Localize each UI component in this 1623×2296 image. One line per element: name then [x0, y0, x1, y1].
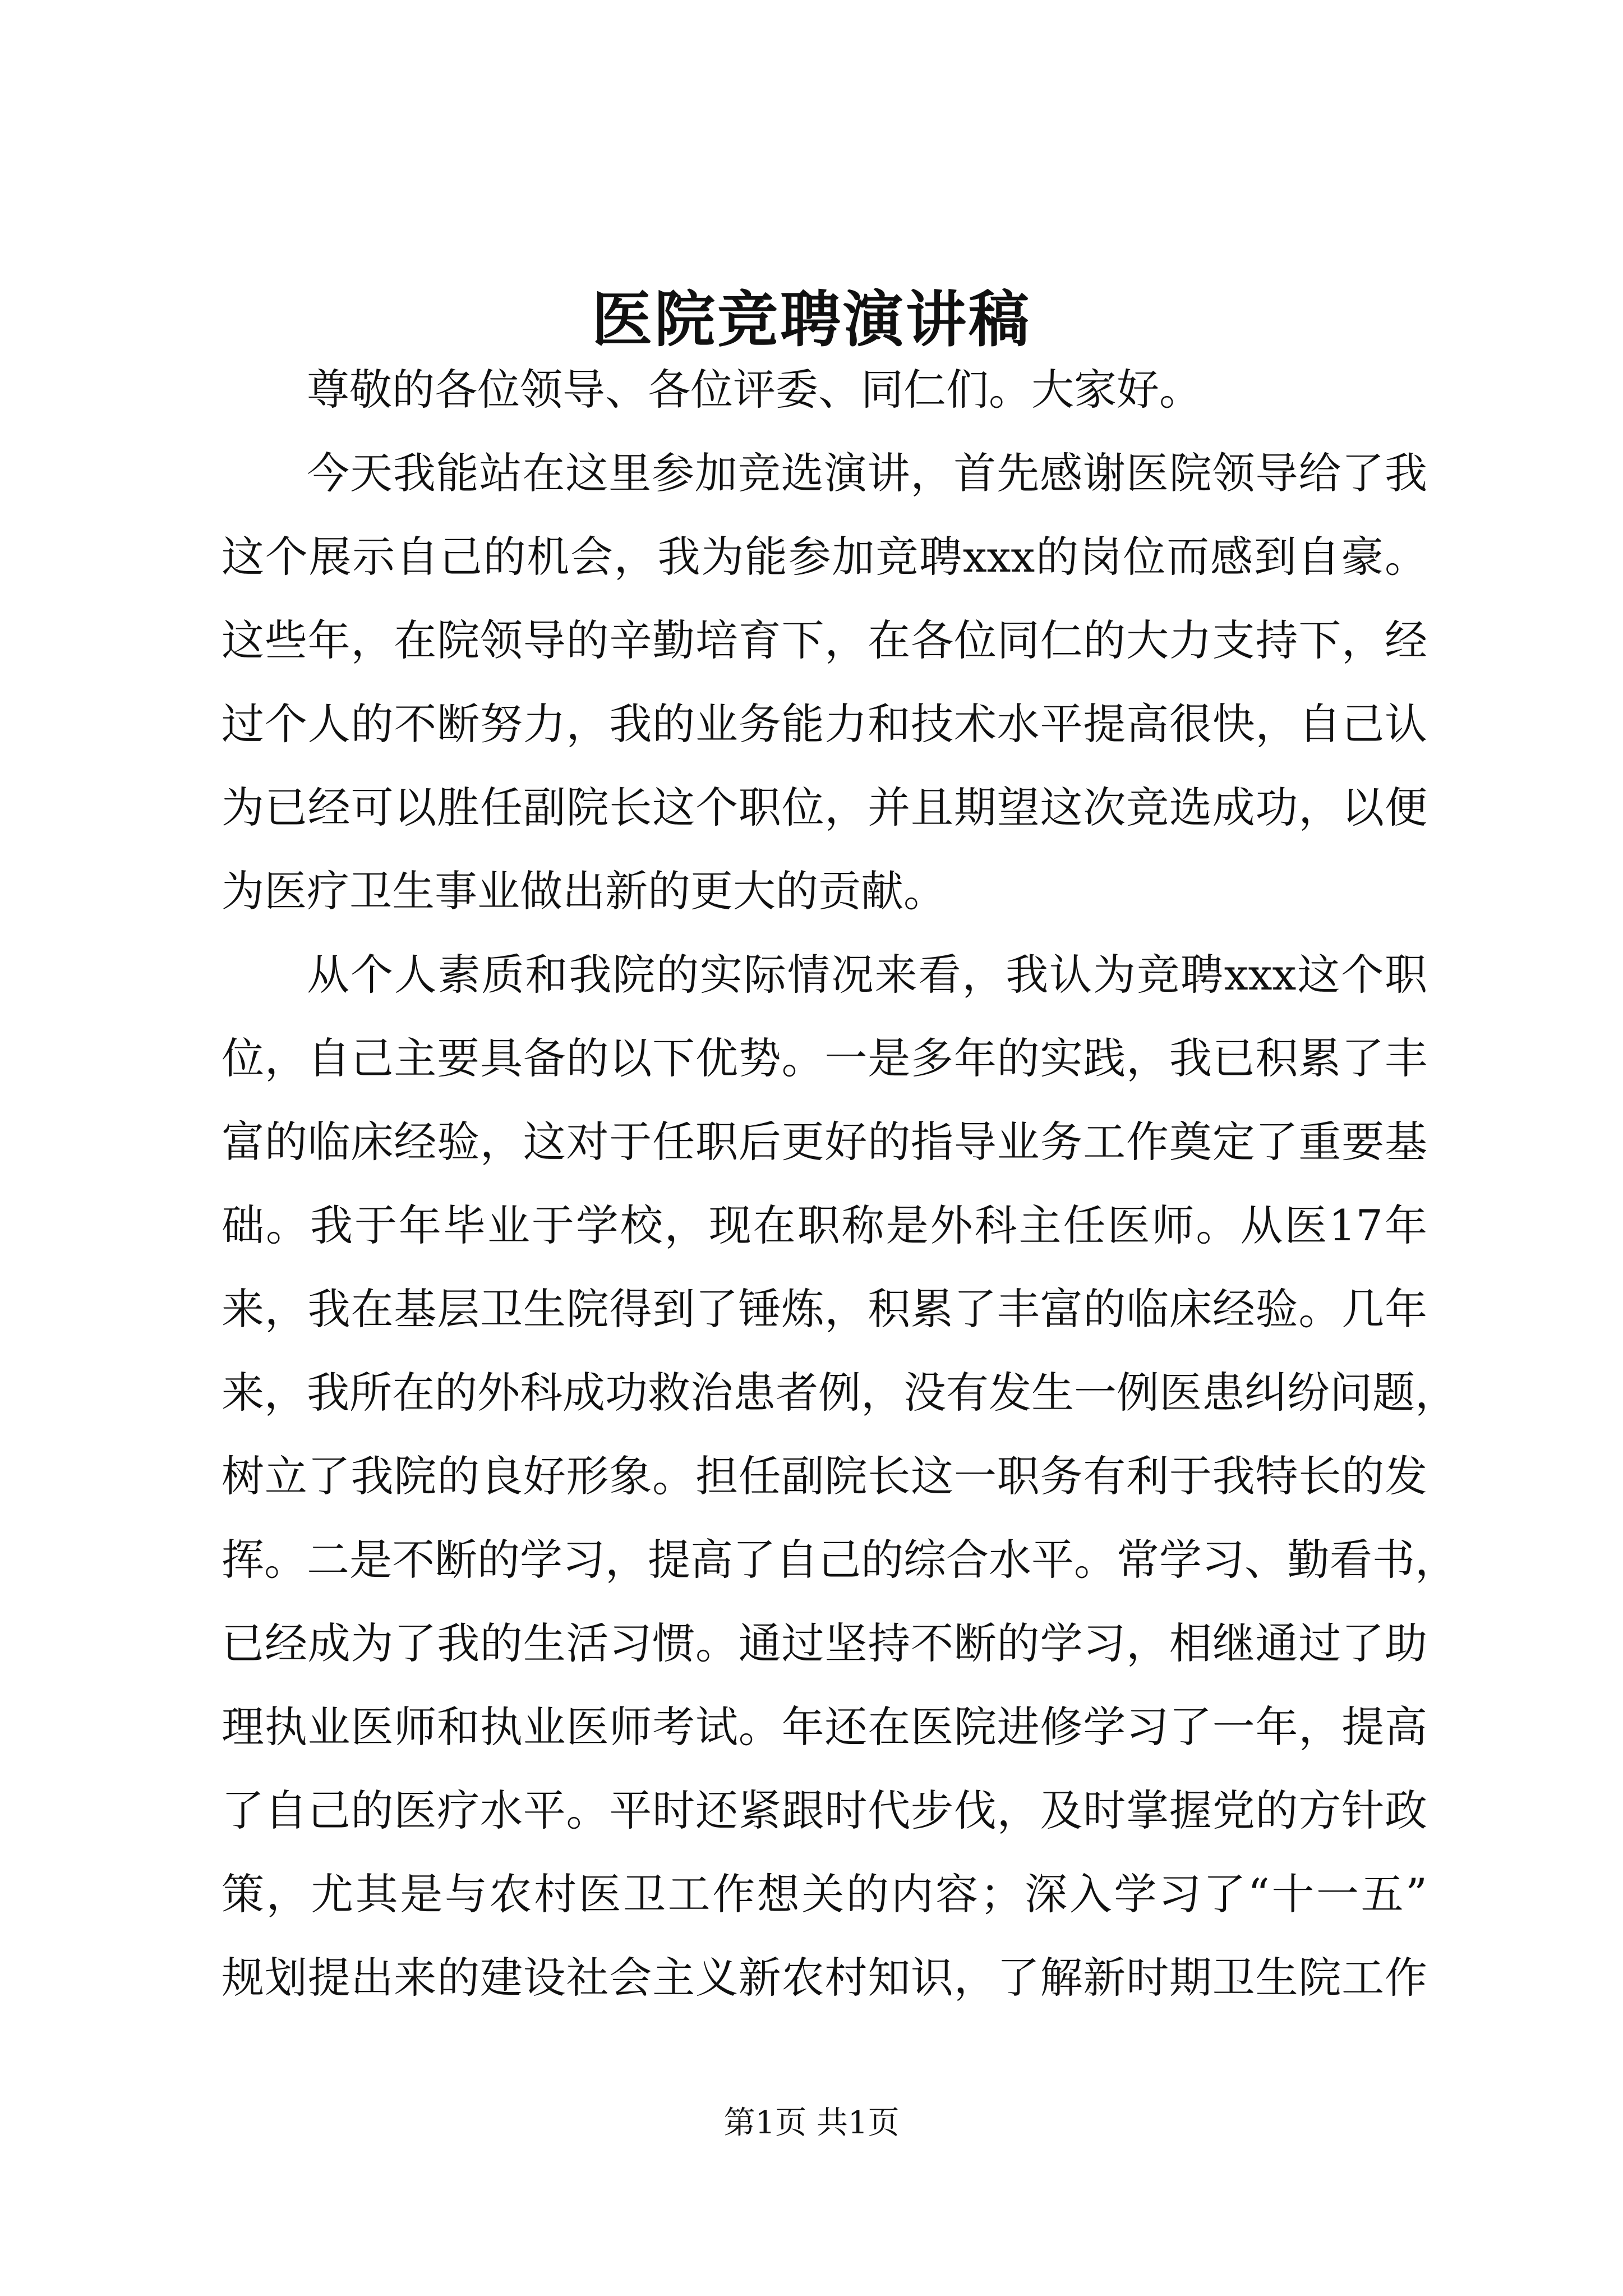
paragraph-2-line: 已经成为了我的生活习惯。通过坚持不断的学习，相继通过了助 — [222, 1618, 1427, 1668]
greeting-line: 尊敬的各位领导、各位评委、同仁们。大家好。 — [307, 365, 1202, 415]
paragraph-2-line: 理执业医师和执业医师考试。年还在医院进修学习了一年，提高 — [222, 1702, 1427, 1752]
paragraph-1-line: 这些年，在院领导的辛勤培育下，在各位同仁的大力支持下，经 — [222, 615, 1427, 665]
paragraph-2-line: 位，自己主要具备的以下优势。一是多年的实践，我已积累了丰 — [222, 1033, 1427, 1083]
document-title: 医院竞聘演讲稿 — [591, 284, 1031, 355]
paragraph-1-line: 今天我能站在这里参加竞选演讲，首先感谢医院领导给了我 — [307, 448, 1427, 498]
paragraph-2-line: 了自己的医疗水平。平时还紧跟时代步伐，及时掌握党的方针政 — [222, 1786, 1427, 1835]
page-number-footer: 第1页 共1页 — [723, 2105, 900, 2141]
paragraph-2-line: 富的临床经验，这对于任职后更好的指导业务工作奠定了重要基 — [222, 1117, 1427, 1167]
paragraph-2-line: 从个人素质和我院的实际情况来看，我认为竞聘xxx这个职 — [307, 950, 1427, 1000]
paragraph-2-line: 础。我于年毕业于学校，现在职称是外科主任医师。从医17年 — [222, 1200, 1427, 1250]
document-body — [222, 348, 1458, 2019]
paragraph-2-line: 策，尤其是与农村医卫工作想关的内容；深入学习了“十一五” — [222, 1869, 1427, 1919]
paragraph-2-line: 来，我所在的外科成功救治患者例，没有发生一例医患纠纷问题， — [222, 1368, 1458, 1418]
paragraph-2-line: 挥。二是不断的学习，提高了自己的综合水平。常学习、勤看书， — [222, 1535, 1458, 1585]
paragraph-1-line: 过个人的不断努力，我的业务能力和技术水平提高很快，自己认 — [222, 699, 1427, 749]
paragraph-1-line: 这个展示自己的机会，我为能参加竞聘xxx的岗位而感到自豪。 — [222, 532, 1427, 582]
paragraph-2-line: 规划提出来的建设社会主义新农村知识，了解新时期卫生院工作 — [222, 1953, 1427, 2003]
paragraph-1-line: 为医疗卫生事业做出新的更大的贡献。 — [222, 866, 946, 916]
paragraph-1-line: 为已经可以胜任副院长这个职位，并且期望这次竞选成功，以便 — [222, 783, 1427, 832]
paragraph-2-line: 树立了我院的良好形象。担任副院长这一职务有利于我特长的发 — [222, 1451, 1427, 1501]
paragraph-2-line: 来，我在基层卫生院得到了锤炼，积累了丰富的临床经验。几年 — [222, 1284, 1427, 1334]
